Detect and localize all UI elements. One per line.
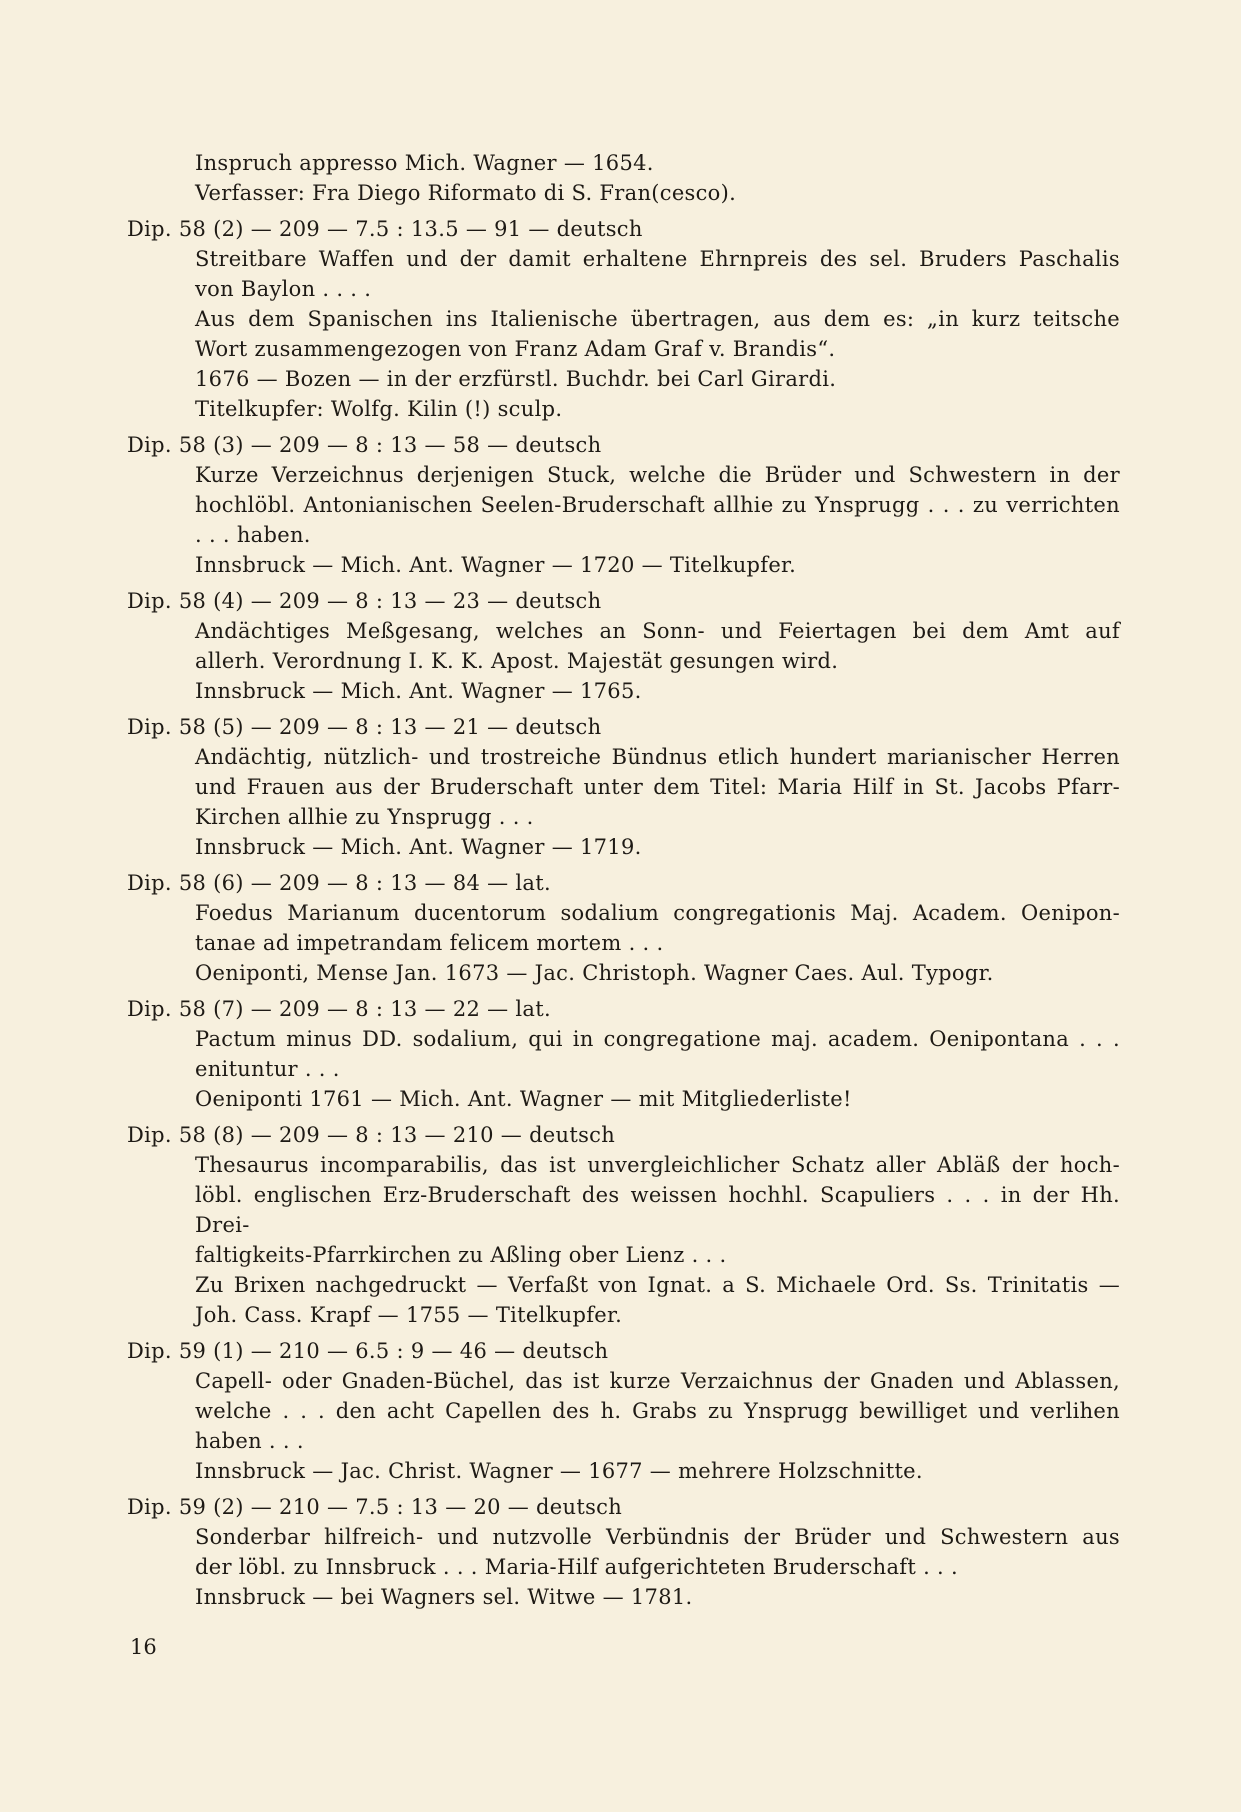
- entry-line: Innsbruck — Mich. Ant. Wagner — 1720 — Titelkupfer.: [195, 553, 797, 577]
- entry-line: der löbl. zu Innsbruck . . . Maria-Hilf aufgerichteten Bruderschaft . . .: [195, 1555, 958, 1579]
- catalog-entry: [127, 994, 1120, 1114]
- entry-line: Zu Brixen nachgedruckt — Verfaßt von Ignat. a S. Michaele Ord. Ss. Trinitatis —: [195, 1273, 1120, 1297]
- entry-heading: Dip. 58 (8) — 209 — 8 : 13 — 210 — deutsch: [127, 1123, 616, 1147]
- entry-line: Innsbruck — Mich. Ant. Wagner — 1765.: [195, 679, 642, 703]
- catalog-entry: [127, 586, 1120, 706]
- entry-line: haben . . .: [195, 1429, 304, 1453]
- entry-line: von Baylon . . . .: [195, 277, 372, 301]
- entry-line: Andächtig, nützlich- und trostreiche Bündnus etlich hundert marianischer Herren: [195, 745, 1120, 769]
- catalog-entry: [127, 1492, 1120, 1612]
- entry-line: Thesaurus incomparabilis, das ist unvergleichlicher Schatz aller Abläß der hoch-: [195, 1153, 1120, 1177]
- page-number: 16: [130, 1635, 157, 1659]
- entry-line: Pactum minus DD. sodalium, qui in congregatione maj. academ. Oenipontana . . .: [195, 1027, 1120, 1051]
- entry-line: Andächtiges Meßgesang, welches an Sonn- und Feiertagen bei dem Amt auf: [195, 619, 1120, 643]
- entry-heading: Dip. 59 (2) — 210 — 7.5 : 13 — 20 — deutsch: [127, 1495, 623, 1519]
- entry-line: welche . . . den acht Capellen des h. Grabs zu Ynsprugg bewilliget und verlihen: [195, 1399, 1120, 1423]
- intro-block: [127, 148, 1120, 208]
- entry-line: . . . haben.: [195, 523, 311, 547]
- entry-heading: Dip. 58 (2) — 209 — 7.5 : 13.5 — 91 — deutsch: [127, 217, 643, 241]
- entry-line: hochlöbl. Antonianischen Seelen-Bruderschaft allhie zu Ynsprugg . . . zu verrichten: [195, 493, 1120, 517]
- entry-line: Innsbruck — Mich. Ant. Wagner — 1719.: [195, 835, 642, 859]
- catalog-entry: [127, 1336, 1120, 1486]
- catalog-entry: [127, 430, 1120, 580]
- entry-heading: Dip. 58 (5) — 209 — 8 : 13 — 21 — deutsch: [127, 715, 602, 739]
- entry-line: Sonderbar hilfreich- und nutzvolle Verbündnis der Brüder und Schwestern aus: [195, 1525, 1120, 1549]
- entry-line: allerh. Verordnung I. K. K. Apost. Majestät gesungen wird.: [195, 649, 839, 673]
- entry-line: faltigkeits-Pfarrkirchen zu Aßling ober Lienz . . .: [195, 1243, 727, 1267]
- entry-line: Foedus Marianum ducentorum sodalium congregationis Maj. Academ. Oenipon-: [195, 901, 1120, 925]
- entry-line: 1676 — Bozen — in der erzfürstl. Buchdr. bei Carl Girardi.: [195, 367, 837, 391]
- entry-line: Kurze Verzeichnus derjenigen Stuck, welche die Brüder und Schwestern in der: [195, 463, 1120, 487]
- intro-line: Inspruch appresso Mich. Wagner — 1654.: [195, 151, 654, 175]
- entry-line: Streitbare Waffen und der damit erhaltene Ehrnpreis des sel. Bruders Paschalis: [195, 247, 1120, 271]
- entry-line: und Frauen aus der Bruderschaft unter dem Titel: Maria Hilf in St. Jacobs Pfarr-: [195, 775, 1120, 799]
- entry-line: Oeniponti, Mense Jan. 1673 — Jac. Christoph. Wagner Caes. Aul. Typogr.: [195, 961, 994, 985]
- entry-heading: Dip. 58 (6) — 209 — 8 : 13 — 84 — lat.: [127, 871, 551, 895]
- catalog-entry: [127, 712, 1120, 862]
- intro-line: Verfasser: Fra Diego Riformato di S. Fran(cesco).: [195, 181, 737, 205]
- catalog-entry: [127, 214, 1120, 424]
- entry-heading: Dip. 58 (3) — 209 — 8 : 13 — 58 — deutsch: [127, 433, 602, 457]
- entry-heading: Dip. 58 (7) — 209 — 8 : 13 — 22 — lat.: [127, 997, 551, 1021]
- entry-line: löbl. englischen Erz-Bruderschaft des weissen hochhl. Scapuliers . . . in der Hh. Drei-: [195, 1183, 1120, 1237]
- catalog-entry: [127, 1120, 1120, 1330]
- entry-line: Titelkupfer: Wolfg. Kilin (!) sculp.: [195, 397, 563, 421]
- entry-line: Joh. Cass. Krapf — 1755 — Titelkupfer.: [195, 1303, 623, 1327]
- entry-line: Aus dem Spanischen ins Italienische übertragen, aus dem es: „in kurz teitsche: [195, 307, 1120, 331]
- entry-line: Oeniponti 1761 — Mich. Ant. Wagner — mit Mitgliederliste!: [195, 1087, 852, 1111]
- entry-line: Innsbruck — Jac. Christ. Wagner — 1677 — mehrere Holzschnitte.: [195, 1459, 923, 1483]
- entry-line: Kirchen allhie zu Ynsprugg . . .: [195, 805, 534, 829]
- entry-line: Wort zusammengezogen von Franz Adam Graf v. Brandis“.: [195, 337, 836, 361]
- catalog-text: [127, 148, 1120, 1618]
- entry-line: tanae ad impetrandam felicem mortem . . .: [195, 931, 664, 955]
- entry-line: enituntur . . .: [195, 1057, 340, 1081]
- catalog-entry: [127, 868, 1120, 988]
- entry-heading: Dip. 59 (1) — 210 — 6.5 : 9 — 46 — deutsch: [127, 1339, 609, 1363]
- entry-heading: Dip. 58 (4) — 209 — 8 : 13 — 23 — deutsch: [127, 589, 602, 613]
- entry-line: Innsbruck — bei Wagners sel. Witwe — 1781.: [195, 1585, 693, 1609]
- entry-line: Capell- oder Gnaden-Büchel, das ist kurze Verzaichnus der Gnaden und Ablassen,: [195, 1369, 1120, 1393]
